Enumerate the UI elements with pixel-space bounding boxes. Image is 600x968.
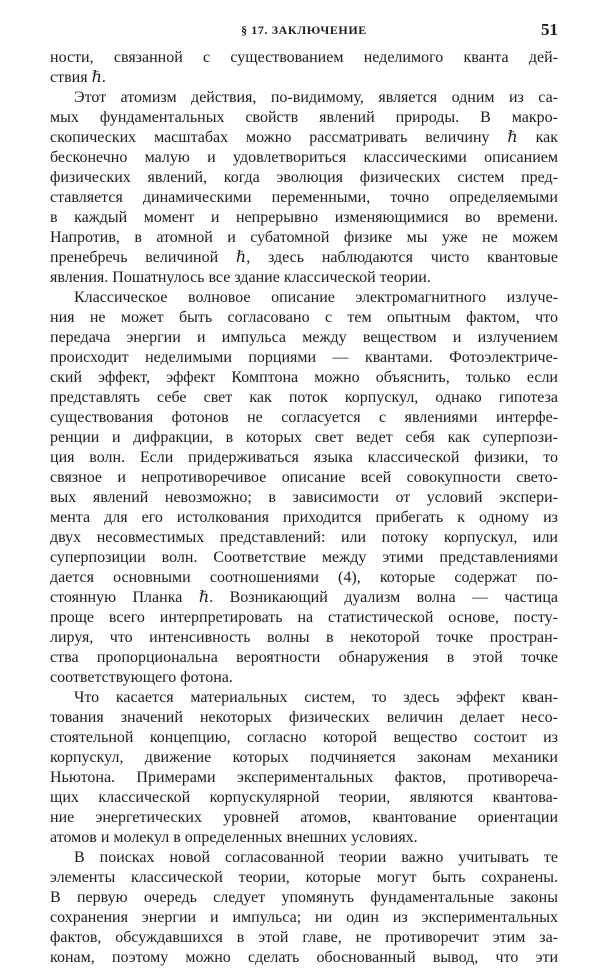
running-head xyxy=(50,20,558,48)
book-page xyxy=(50,20,558,968)
text-line: стоянную Планка ℏ. Возникающий дуализм волна — частица xyxy=(50,589,558,606)
text-line: корпускул, движение которых подчиняется законам механики xyxy=(50,749,558,766)
text-line: В первую очередь следует упомянуть фундаментальные законы xyxy=(50,889,558,906)
text-line: лируя, что интенсивность волны в некоторой точке простран- xyxy=(50,629,558,646)
text-line: пренебречь величиной ℏ, здесь наблюдаются чисто квантовые xyxy=(50,249,558,266)
text-line: сохранения энергии и импульса; ни один из экспериментальных xyxy=(50,909,558,926)
text-line: дается основными соотношениями (4), которые содержат по- xyxy=(50,569,558,586)
paragraph xyxy=(50,688,558,848)
text-line: мента для его истолкования приходится прибегать к одному из xyxy=(50,509,558,526)
text-line: фактов, обсуждавшихся в этой главе, не противоречит этим за- xyxy=(50,929,558,946)
text-line: щих классической корпускулярной теории, являются квантова- xyxy=(50,789,558,806)
page-number: 51 xyxy=(541,20,558,39)
text-line: бесконечно малую и удовлетвориться классическими описанием xyxy=(50,149,558,166)
text-line: ства пропорциональна вероятности обнаружения в этой точке xyxy=(50,649,558,666)
text-line: скопических масштабах можно рассматривать величину ℏ как xyxy=(50,129,558,146)
body-text xyxy=(50,48,558,968)
text-line: Этот атомизм действия, по-видимому, является одним из са- xyxy=(74,89,558,106)
text-line: Ньютона. Примерами экспериментальных фактов, противореча- xyxy=(50,769,558,786)
text-line: мых фундаментальных свойств явлений природы. В макро- xyxy=(50,109,558,126)
text-line: ставляется динамическими переменными, точно определяемыми xyxy=(50,189,558,206)
text-line: В поисках новой согласованной теории важно учитывать те xyxy=(74,849,558,866)
text-line: ренции и дифракции, в которых свет ведет себя как суперпози- xyxy=(50,429,558,446)
text-line: ние энергетических уровней атомов, квантование ориентации xyxy=(50,809,558,826)
paragraph xyxy=(50,288,558,688)
text-line: вых явлений невозможно; в зависимости от условий экспери- xyxy=(50,489,558,506)
text-line: конам, поэтому можно сделать обоснованный вывод, что эти xyxy=(50,949,558,966)
text-line: Что касается материальных систем, то здесь эффект кван- xyxy=(74,689,558,706)
paragraph xyxy=(50,48,558,88)
section-title: § 17. ЗАКЛЮЧЕНИЕ xyxy=(241,23,367,37)
text-line: Классическое волновое описание электромагнитного излуче- xyxy=(74,289,558,306)
text-line: в каждый момент и непрерывно изменяющимися во времени. xyxy=(50,209,558,226)
text-line: ствия ℏ. xyxy=(50,69,106,86)
text-line: суперпозиции волн. Соответствие между этими представлениями xyxy=(50,549,558,566)
text-line: физических явлений, когда эволюция физических систем пред- xyxy=(50,169,558,186)
text-line: двух несовместимых представлений: или потоку корпускул, или xyxy=(50,529,558,546)
text-line: ния не может быть согласовано с тем опытным фактом, что xyxy=(50,309,558,326)
paragraph xyxy=(50,88,558,288)
paragraph xyxy=(50,848,558,968)
text-line: передача энергии и импульса между веществом и излучением xyxy=(50,329,558,346)
text-line: явления. Пошатнулось все здание классической теории. xyxy=(50,269,431,286)
text-line: тования значений некоторых физических величин делает несо- xyxy=(50,709,558,726)
text-line: атомов и молекул в определенных внешних условиях. xyxy=(50,829,418,846)
text-line: связное и непротиворечивое описание всей совокупности свето- xyxy=(50,469,558,486)
text-line: стоятельной концепцию, согласно которой вещество состоит из xyxy=(50,729,558,746)
text-line: ский эффект, эффект Комптона можно объяснить, только если xyxy=(50,369,558,386)
text-line: ция волн. Если придерживаться языка классической физики, то xyxy=(50,449,558,466)
text-line: Напротив, в атомной и субатомной физике мы уже не можем xyxy=(50,229,558,246)
text-line: элементы классической теории, которые могут быть сохранены. xyxy=(50,869,558,886)
text-line: ности, связанной с существованием неделимого кванта дей- xyxy=(50,49,558,66)
text-line: происходит неделимыми порциями — квантами. Фотоэлектриче- xyxy=(50,349,558,366)
text-line: соответствующего фотона. xyxy=(50,669,233,686)
text-line: представлять себе свет как поток корпускул, однако гипотеза xyxy=(50,389,558,406)
text-line: существования фотонов не согласуется с явлениями интерфе- xyxy=(50,409,558,426)
text-line: проще всего интерпретировать на статистической основе, посту- xyxy=(50,609,558,626)
